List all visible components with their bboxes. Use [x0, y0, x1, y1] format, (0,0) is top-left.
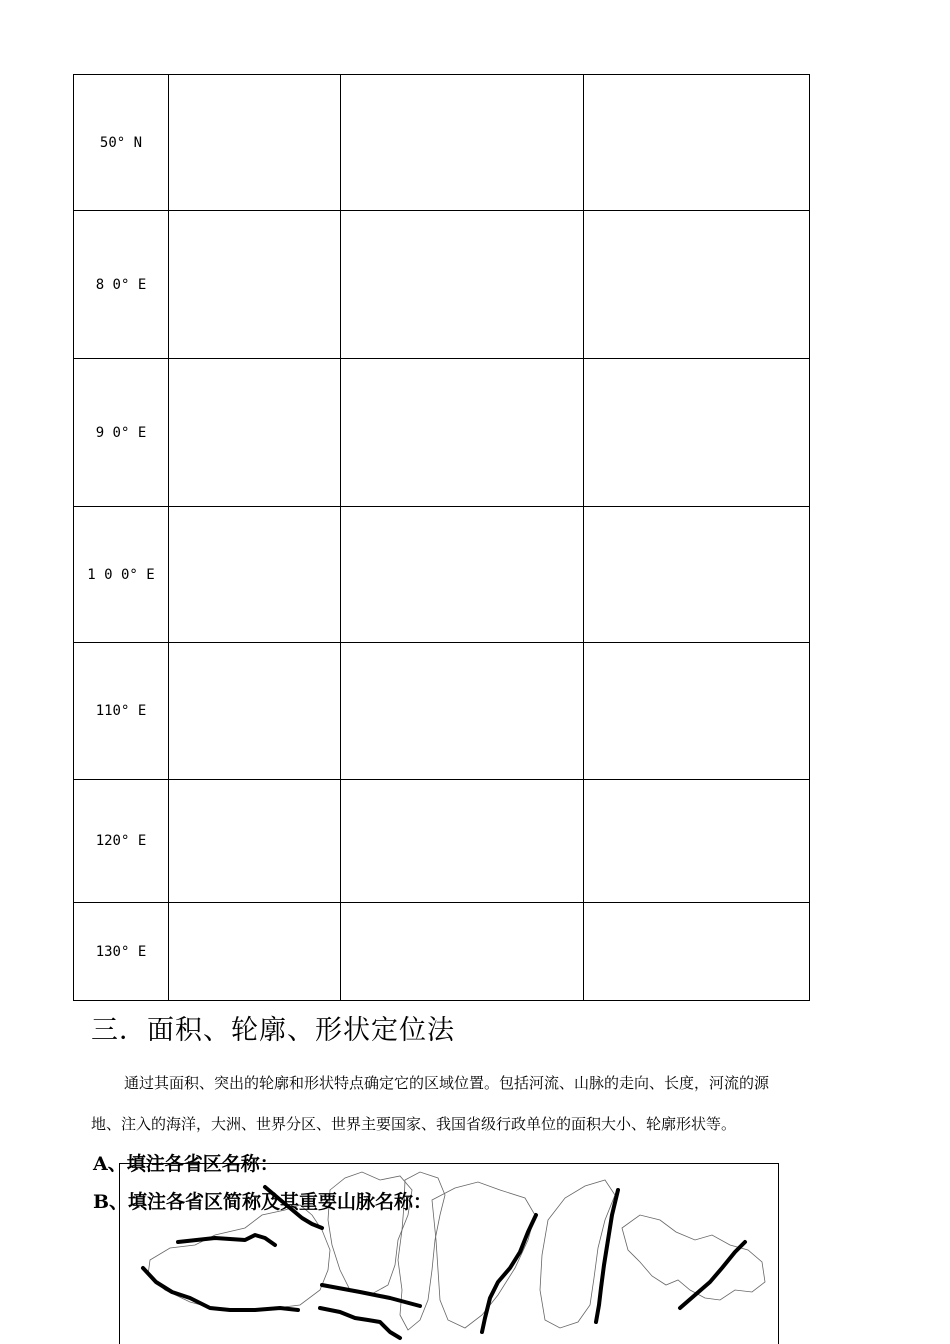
task-item-a: A、填注各省区名称： — [93, 1153, 279, 1175]
mountain-range-1 — [178, 1235, 275, 1245]
coordinate-label: 50° N — [74, 75, 169, 211]
mountain-range-8 — [680, 1242, 745, 1308]
mountain-range-3 — [143, 1268, 298, 1310]
coordinate-label: 110° E — [74, 643, 169, 780]
mountain-range-5 — [320, 1308, 400, 1338]
mountain-range-4 — [322, 1285, 420, 1306]
mountain-range-7 — [596, 1190, 618, 1322]
paragraph-line-1: 通过其面积、突出的轮廓和形状特点确定它的区域位置。包括河流、山脉的走向、长度，河流的源 — [124, 1074, 770, 1092]
section-heading: 三．面积、轮廓、形状定位法 — [91, 1015, 455, 1046]
coordinate-label: 1 0 0° E — [74, 507, 169, 643]
task-item-b: B、填注各省区简称及其重要山脉名称： — [93, 1191, 433, 1213]
paragraph-line-2: 地、注入的海洋，大洲、世界分区、世界主要国家、我国省级行政单位的面积大小、轮廓形状等。 — [91, 1115, 737, 1133]
coordinate-label: 130° E — [74, 903, 169, 1001]
coordinate-label: 9 0° E — [74, 359, 169, 507]
heilongjiang-outline — [622, 1215, 765, 1300]
coordinate-label: 8 0° E — [74, 211, 169, 359]
mountain-range-6 — [482, 1215, 536, 1332]
coordinate-label: 120° E — [74, 780, 169, 903]
